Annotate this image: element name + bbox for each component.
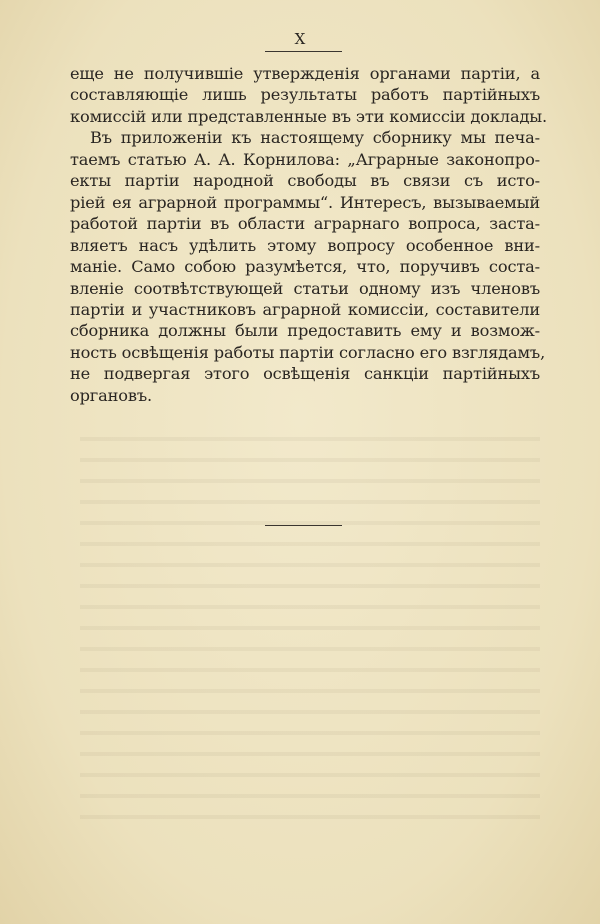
text-line: сборника должны были предоставить ему и возмож-	[70, 321, 540, 341]
bleed-through-texture	[80, 425, 540, 825]
body-text	[70, 63, 547, 406]
text-line: партіи и участниковъ аграрной комиссіи, составители	[70, 299, 540, 319]
text-line: вленіе соотвѣтствующей статьи одному изъ членовъ	[70, 278, 540, 298]
text-line: Въ приложеніи къ настоящему сборнику мы печа-	[90, 128, 540, 148]
paragraph-1	[70, 63, 547, 127]
text-line: не подвергая этого освѣщенія санкціи партійныхъ	[70, 364, 540, 384]
text-line: таемъ статью А. А. Корнилова: „Аграрные законопро-	[70, 149, 540, 169]
text-line: еще не получившіе утвержденія органами партіи, а	[70, 64, 540, 83]
text-line: маніе. Само собою разумѣется, что, поручивъ соста-	[70, 257, 540, 277]
text-line: ріей ея аграрной программы“. Интересъ, вызываемый	[70, 192, 540, 212]
text-line: комиссій или представленные въ эти комиссіи доклады.	[70, 106, 547, 126]
page-number: X	[294, 30, 306, 48]
end-rule	[265, 525, 342, 526]
text-line: составляющіе лишь результаты работъ партійныхъ	[70, 85, 540, 105]
text-line: ность освѣщенія работы партіи согласно его взглядамъ,	[70, 342, 546, 362]
paragraph-2	[70, 127, 546, 406]
text-line: работой партіи въ области аграрнаго вопроса, заста-	[70, 214, 540, 234]
text-line: екты партіи народной свободы въ связи съ исто-	[70, 171, 540, 191]
header-rule	[265, 51, 342, 52]
text-line: органовъ.	[70, 385, 152, 405]
text-line: вляетъ насъ удѣлить этому вопросу особенное вни-	[70, 235, 540, 255]
